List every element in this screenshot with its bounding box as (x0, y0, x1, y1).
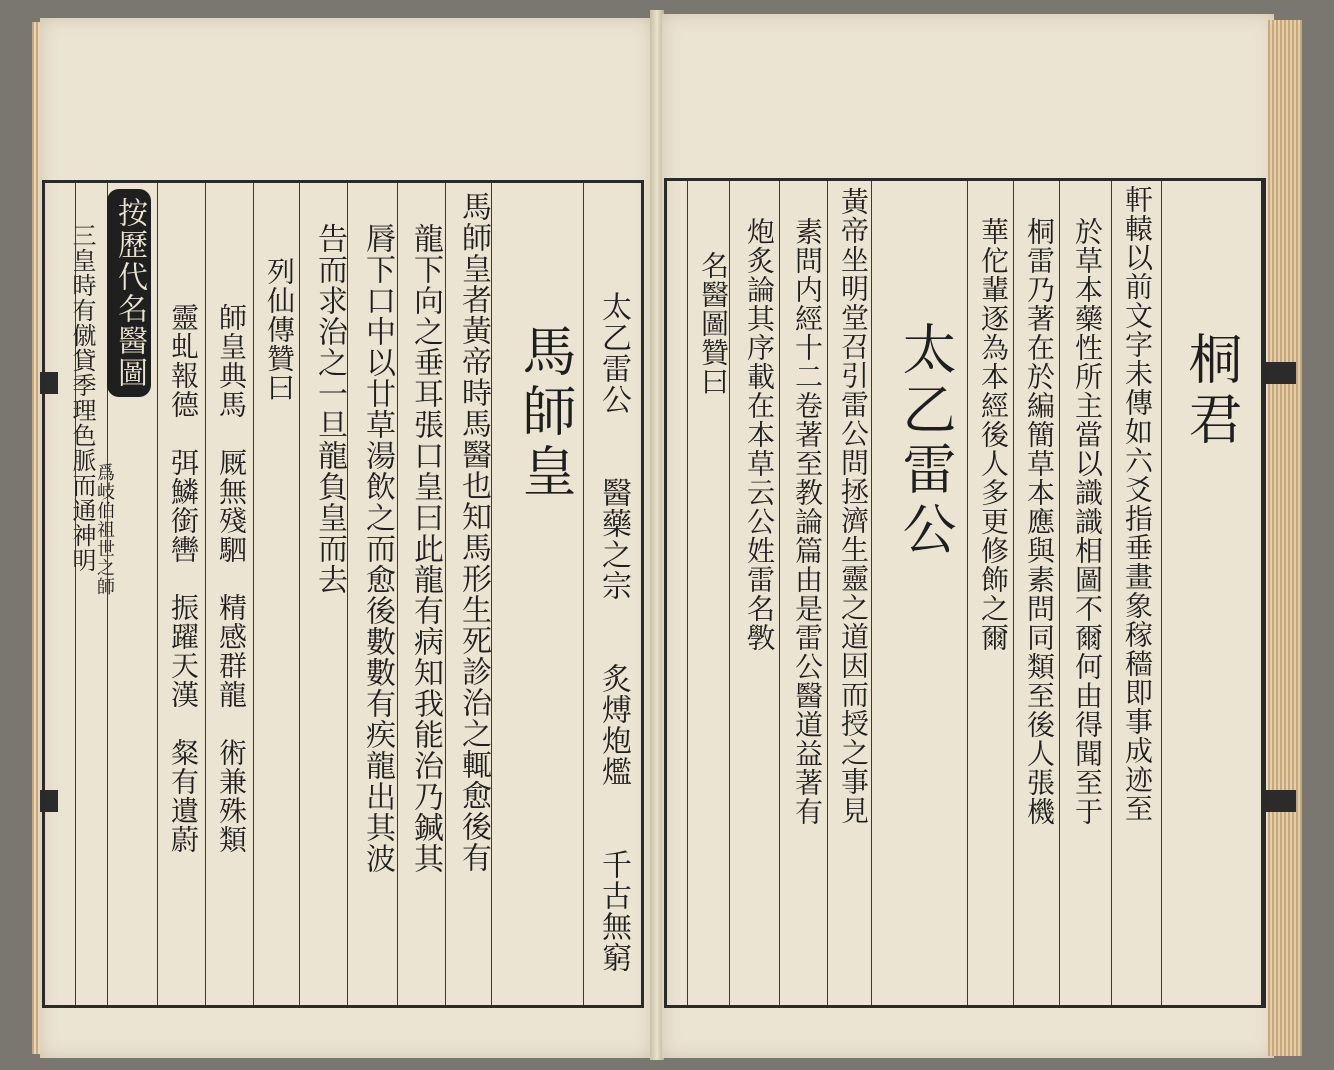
left-col-10-annotation: 爲岐伯祖世之師 (94, 463, 115, 596)
left-col-10: 三皇時有僦貸季理色脈而通神明 (68, 223, 96, 573)
left-title-ma-shi-huang: 馬師皇 (514, 323, 577, 503)
right-fore-mark-bottom (1262, 790, 1296, 812)
left-col-4: 龍下向之垂耳張口皇曰此龍有病知我能治乃鍼其 (408, 223, 443, 874)
right-page-edge (1268, 20, 1302, 1056)
right-col-10: 名醫圖贊曰 (697, 251, 730, 396)
right-col-7: 黃帝坐明堂召引雷公問拯濟生靈之道因而授之事見 (837, 187, 870, 825)
right-col-9: 炮炙論其序載在本草云公姓雷名斆 (743, 217, 776, 652)
right-col-5: 華佗輩逐為本經後人多更修飾之爾 (977, 217, 1010, 652)
right-col-4: 桐雷乃著在於編簡草本應與素問同類至後人張機 (1023, 217, 1056, 826)
right-title-tai-yi-lei-gong: 太乙雷公 (894, 321, 957, 561)
left-col-1: 太乙雷公 醫藥之宗 炙煿炮爁 千古無窮 (596, 291, 631, 973)
left-col-9: 靈虬報德 弭鱗銜轡 振躍天漢 粲有遺蔚 (167, 303, 200, 854)
right-col-2: 軒轅以前文字未傳如六爻指垂畫象稼穡即事成迹至 (1121, 185, 1154, 823)
right-col-8: 素問内經十二卷著至教論篇由是雷公醫道益著有 (791, 217, 824, 826)
left-col-3: 馬師皇者黃帝時馬醫也知馬形生死診治之輒愈後有 (456, 191, 491, 873)
left-text-frame (42, 180, 644, 1008)
left-col-5: 脣下口中以廿草湯飲之而愈後數數有疾龍出其波 (360, 223, 395, 874)
right-title-tong-jun: 桐君 (1180, 331, 1243, 451)
left-header-badge: 按歷代名醫圖 (107, 189, 151, 397)
right-text-frame (664, 178, 1266, 1008)
left-col-7: 列仙傳贊曰 (263, 257, 296, 402)
left-col-6: 告而求治之一旦龍負皇而去 (312, 223, 347, 595)
right-fore-mark-top (1262, 362, 1296, 384)
right-col-3: 於草本藥性所主當以識識相圖不爾何由得聞至于 (1071, 217, 1104, 826)
left-col-8: 師皇典馬 厩無殘駟 精感群龍 術兼殊類 (215, 303, 248, 854)
